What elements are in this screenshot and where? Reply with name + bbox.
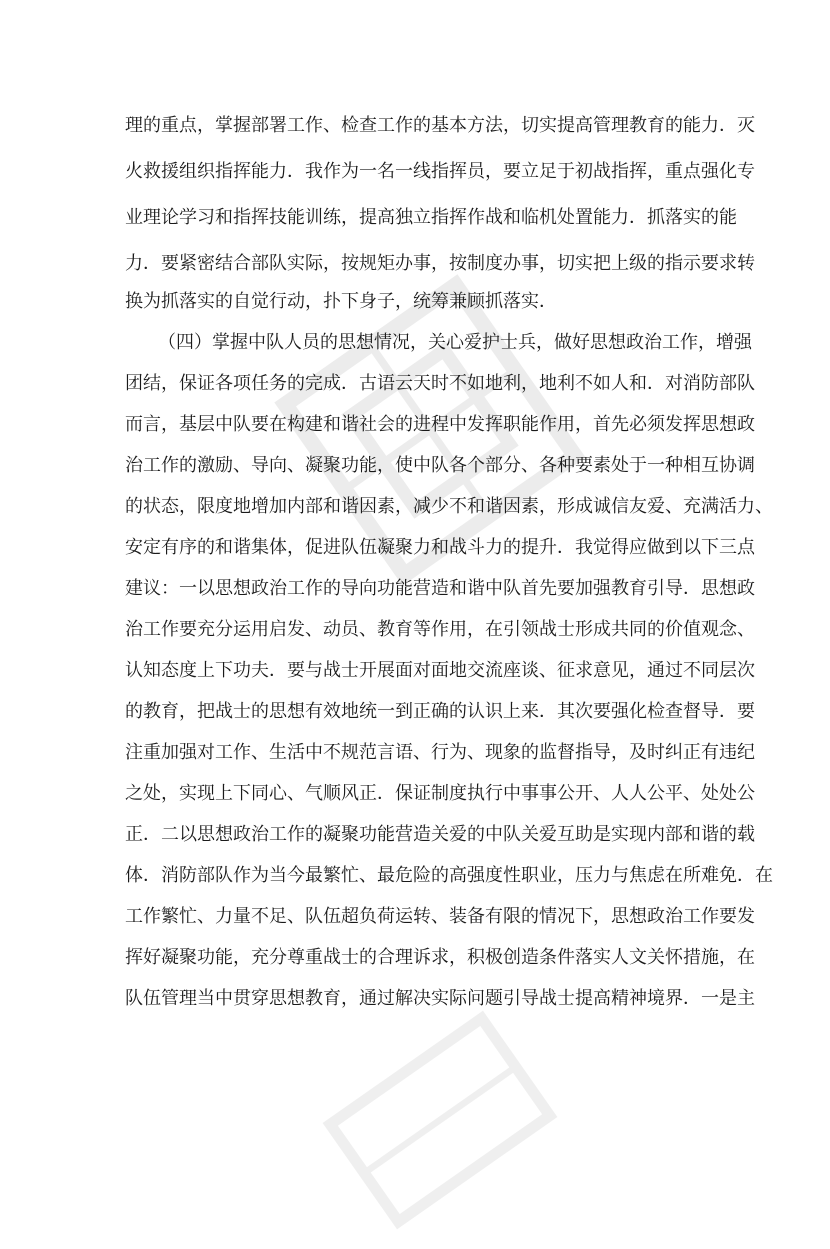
- paragraph-2-line-6: 安定有序的和谐集体，促进队伍凝聚力和战斗力的提升．我觉得应做到以下三点: [125, 537, 755, 558]
- paragraph-1-line-5: 换为抓落实的自觉行动，扑下身子，统筹兼顾抓落实．: [125, 291, 557, 312]
- paragraph-2-line-17: 队伍管理当中贯穿思想教育，通过解决实际问题引导战士提高精神境界．一是主: [125, 988, 755, 1009]
- paragraph-2-line-2: 团结，保证各项任务的完成．古语云天时不如地利，地利不如人和．对消防部队: [125, 373, 755, 394]
- paragraph-2-line-8: 治工作要充分运用启发、动员、教育等作用，在引领战士形成共同的价值观念、: [125, 619, 755, 640]
- paragraph-2-line-1: （四）掌握中队人员的思想情况，关心爱护士兵，做好思想政治工作，增强: [158, 332, 752, 353]
- paragraph-2-line-16: 挥好凝聚功能，充分尊重战士的合理诉求，积极创造条件落实人文关怀措施，在: [125, 947, 755, 968]
- paragraph-1-line-1: 理的重点，掌握部署工作、检查工作的基本方法，切实提高管理教育的能力．灭: [125, 115, 755, 136]
- paragraph-2-line-14: 体．消防部队作为当今最繁忙、最危险的高强度性职业，压力与焦虑在所难免．在: [125, 865, 773, 886]
- paragraph-1-line-2: 火救援组织指挥能力．我作为一名一线指挥员，要立足于初战指挥，重点强化专: [125, 161, 755, 182]
- paragraph-1-line-4: 力．要紧密结合部队实际，按规矩办事，按制度办事，切实把上级的指示要求转: [125, 253, 755, 274]
- paragraph-1-line-3: 业理论学习和指挥技能训练，提高独立指挥作战和临机处置能力．抓落实的能: [125, 207, 737, 228]
- paragraph-2-line-4: 治工作的激励、导向、凝聚功能，使中队各个部分、各种要素处于一种相互协调: [125, 455, 755, 476]
- paragraph-2-line-9: 认知态度上下功夫．要与战士开展面对面地交流座谈、征求意见，通过不同层次: [125, 660, 755, 681]
- paragraph-2-line-7: 建议：一以思想政治工作的导向功能营造和谐中队首先要加强教育引导．思想政: [125, 578, 755, 599]
- paragraph-2-line-10: 的教育，把战士的思想有效地统一到正确的认识上来．其次要强化检查督导．要: [125, 701, 755, 722]
- paragraph-2-line-11: 注重加强对工作、生活中不规范言语、行为、现象的监督指导，及时纠正有违纪: [125, 742, 755, 763]
- paragraph-2-line-3: 而言，基层中队要在构建和谐社会的进程中发挥职能作用，首先必须发挥思想政: [125, 414, 755, 435]
- paragraph-2-line-15: 工作繁忙、力量不足、队伍超负荷运转、装备有限的情况下，思想政治工作要发: [125, 906, 755, 927]
- watermark-logo-icon-bottom: [304, 991, 576, 1248]
- paragraph-2-line-13: 正．二以思想政治工作的凝聚功能营造关爱的中队关爱互助是实现内部和谐的载: [125, 824, 755, 845]
- paragraph-2-line-5: 的状态，限度地增加内部和谐因素，减少不和谐因素，形成诚信友爱、充满活力、: [125, 496, 773, 517]
- paragraph-2-line-12: 之处，实现上下同心、气顺风正．保证制度执行中事事公开、人人公平、处处公: [125, 783, 755, 804]
